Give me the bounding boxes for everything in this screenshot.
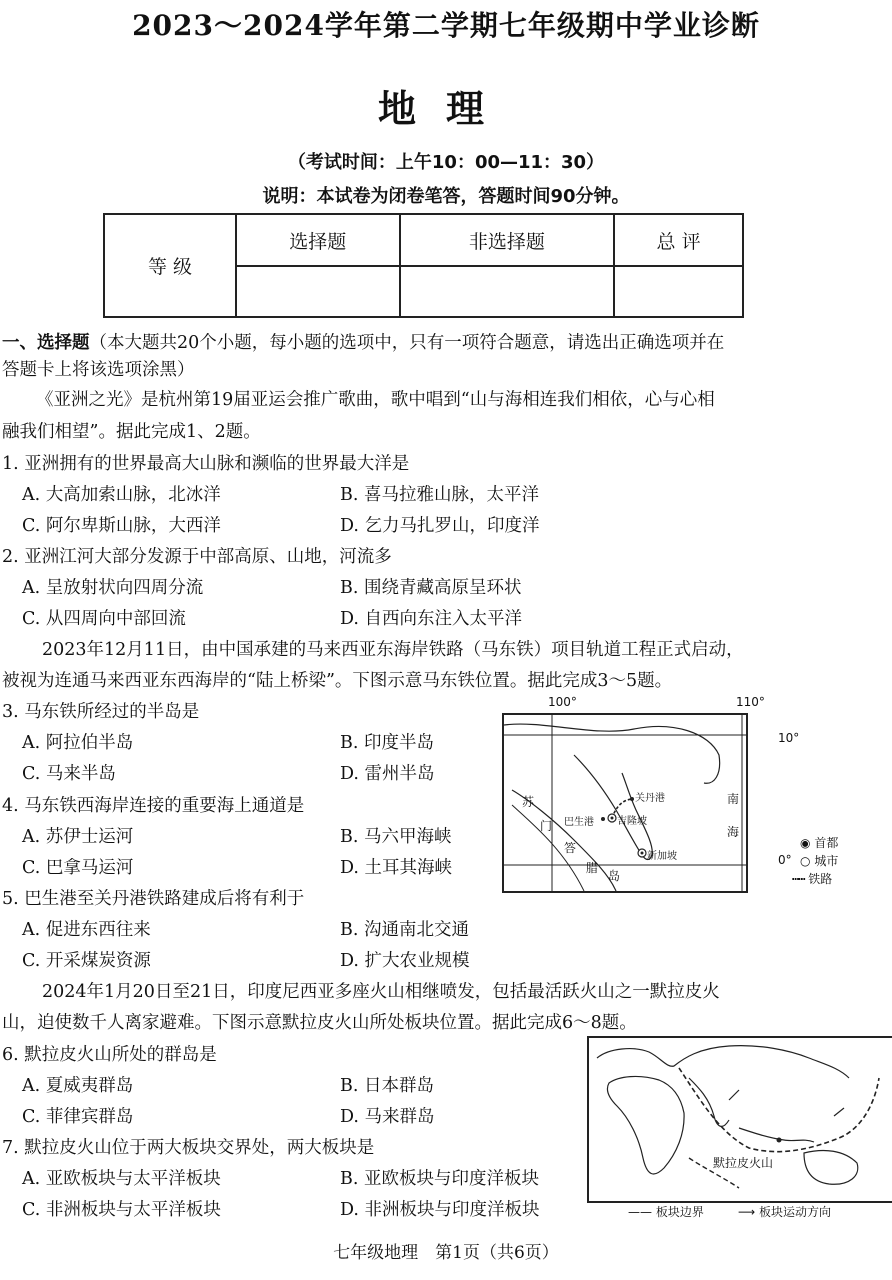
boundary-line-icon: ——	[628, 1205, 652, 1219]
map2-motion-arrow-2	[834, 1108, 844, 1116]
q2-option-b[interactable]: B. 围绕青藏高原呈环状	[340, 578, 522, 598]
map1-legend-city: ○ 城市	[800, 854, 839, 868]
q6-option-d[interactable]: D. 马来群岛	[340, 1107, 435, 1127]
q5-option-a[interactable]: A. 促进东西往来	[22, 920, 151, 940]
capital-symbol-icon: ◉	[800, 836, 811, 850]
subject-title: 地理	[377, 86, 514, 131]
map1-lat-10: 10°	[778, 731, 800, 745]
map2-motion-arrow-1	[729, 1090, 739, 1100]
q6-option-a[interactable]: A. 夏威夷群岛	[22, 1076, 134, 1096]
map2-australia	[804, 1150, 858, 1184]
map1-island-4: 腊	[586, 861, 599, 875]
grade-row-label: 等 级	[104, 214, 236, 317]
grade-cell-choice[interactable]	[236, 266, 400, 317]
section1-heading: 一、选择题	[2, 333, 90, 353]
question-5-stem: 5. 巴生港至关丹港铁路建成后将有利于	[2, 889, 305, 909]
map2-svg	[589, 1038, 892, 1201]
map2-indonesia-arc	[739, 1128, 814, 1142]
q2-option-d[interactable]: D. 自西向东注入太平洋	[340, 609, 523, 629]
map1-sea-1: 南	[727, 792, 740, 806]
grade-table	[103, 213, 744, 318]
map1-singapore-dot	[641, 852, 644, 855]
exam-note: 说明：本试卷为闭卷笔答，答题时间90分钟。	[262, 186, 630, 207]
q1-option-b[interactable]: B. 喜马拉雅山脉，太平洋	[340, 485, 539, 505]
map2-legend-motion: ⟶ 板块运动方向	[738, 1205, 832, 1219]
q4-option-d[interactable]: D. 土耳其海峡	[340, 858, 453, 878]
map2-legend-boundary: —— 板块边界	[628, 1205, 704, 1219]
exam-time: （考试时间：上午10：00—11：30）	[287, 152, 605, 173]
q4-option-c[interactable]: C. 巴拿马运河	[22, 858, 134, 878]
city-symbol-icon: ○	[800, 854, 811, 868]
arrow-right-icon: ⟶	[738, 1205, 756, 1219]
question-3-stem: 3. 马东铁所经过的半岛是	[2, 702, 200, 722]
map1-lat-0: 0°	[778, 853, 792, 867]
q5-option-c[interactable]: C. 开采煤炭资源	[22, 951, 151, 971]
grade-col-total: 总 评	[614, 214, 743, 266]
q3-option-d[interactable]: D. 雷州半岛	[340, 764, 435, 784]
grade-col-choice: 选择题	[236, 214, 400, 266]
question-2-stem: 2. 亚洲江河大部分发源于中部高原、山地，河流多	[2, 547, 392, 567]
question-6-stem: 6. 默拉皮火山所处的群岛是	[2, 1045, 217, 1065]
malaysia-railway-map	[502, 713, 748, 893]
q5-option-b[interactable]: B. 沟通南北交通	[340, 920, 469, 940]
passage3-line1: 2024年1月20日至21日，印度尼西亚多座火山相继喷发，包括最活跃火山之一默拉皮火	[42, 982, 720, 1002]
q2-option-a[interactable]: A. 呈放射状向四周分流	[22, 578, 204, 598]
passage3-line2: 山，迫使数千人离家避难。下图示意默拉皮火山所处板块位置。据此完成6～8题。	[2, 1013, 637, 1033]
railway-symbol-icon: ┅┅	[792, 872, 805, 886]
map1-klang-label: 巴生港	[564, 817, 594, 828]
map1-island-1: 苏	[522, 795, 535, 809]
q7-option-d[interactable]: D. 非洲板块与印度洋板块	[340, 1200, 540, 1220]
map1-indochina-coast	[504, 724, 720, 783]
map1-malay-peninsula	[574, 755, 652, 860]
map2-volcano-marker	[777, 1138, 782, 1143]
section1-intro: 一、选择题（本大题共20个小题，每小题的选项中，只有一项符合题意，请选出正确选项并在	[2, 333, 725, 353]
map1-island-3: 答	[564, 841, 577, 855]
q7-option-b[interactable]: B. 亚欧板块与印度洋板块	[340, 1169, 539, 1189]
q1-option-a[interactable]: A. 大高加索山脉，北冰洋	[22, 485, 221, 505]
q6-option-b[interactable]: B. 日本群岛	[340, 1076, 434, 1096]
map1-lon-100: 100°	[548, 695, 577, 709]
question-7-stem: 7. 默拉皮火山位于两大板块交界处，两大板块是	[2, 1138, 375, 1158]
map1-singapore-label: 新加坡	[647, 851, 677, 862]
q7-option-c[interactable]: C. 非洲板块与太平洋板块	[22, 1200, 221, 1220]
plate-boundary-map	[587, 1036, 892, 1203]
q4-option-b[interactable]: B. 马六甲海峡	[340, 827, 452, 847]
q5-option-d[interactable]: D. 扩大农业规模	[340, 951, 470, 971]
grade-cell-total[interactable]	[614, 266, 743, 317]
map1-sea-2: 海	[727, 825, 740, 839]
section1-intro-line2: 答题卡上将该选项涂黑）	[2, 360, 195, 380]
map1-kualalumpur-dot	[611, 817, 614, 820]
q7-option-a[interactable]: A. 亚欧板块与太平洋板块	[22, 1169, 221, 1189]
map1-island-2: 门	[540, 819, 553, 833]
map1-kuantan-dot	[630, 797, 634, 801]
grade-cell-nonchoice[interactable]	[400, 266, 615, 317]
map2-africa	[607, 1076, 684, 1174]
page-footer: 七年级地理 第1页（共6页）	[333, 1243, 559, 1263]
q4-option-a[interactable]: A. 苏伊士运河	[22, 827, 134, 847]
q2-option-c[interactable]: C. 从四周向中部回流	[22, 609, 186, 629]
question-1-stem: 1. 亚洲拥有的世界最高大山脉和濒临的世界最大洋是	[2, 454, 410, 474]
map2-eurasia-coast	[597, 1046, 849, 1078]
passage1-line1: 《亚洲之光》是杭州第19届亚运会推广歌曲，歌中唱到“山与海相连我们相依，心与心相	[36, 390, 715, 410]
q1-option-c[interactable]: C. 阿尔卑斯山脉，大西洋	[22, 516, 221, 536]
q3-option-c[interactable]: C. 马来半岛	[22, 764, 116, 784]
map1-kuantan-label: 关丹港	[635, 793, 665, 804]
map1-svg	[504, 715, 746, 891]
passage2-line1: 2023年12月11日，由中国承建的马来西亚东海岸铁路（马东铁）项目轨道工程正式启动，	[42, 640, 744, 660]
q6-option-c[interactable]: C. 菲律宾群岛	[22, 1107, 134, 1127]
grade-col-nonchoice: 非选择题	[400, 214, 615, 266]
map2-arabia-india	[689, 1078, 729, 1126]
q3-option-b[interactable]: B. 印度半岛	[340, 733, 434, 753]
map1-kualalumpur-label: 吉隆坡	[617, 816, 647, 827]
map1-legend-capital: ◉ 首都	[800, 836, 839, 850]
question-4-stem: 4. 马东铁西海岸连接的重要海上通道是	[2, 796, 305, 816]
map1-lon-110: 110°	[736, 695, 765, 709]
map1-island-5: 岛	[608, 869, 621, 883]
passage1-line2: 融我们相望”。据此完成1、2题。	[2, 422, 261, 442]
passage2-line2: 被视为连通马来西亚东西海岸的“陆上桥梁”。下图示意马东铁位置。据此完成3～5题。	[2, 671, 673, 691]
map2-volcano-label: 默拉皮火山	[713, 1156, 774, 1170]
exam-title: 2023～2024学年第二学期七年级期中学业诊断	[132, 9, 760, 42]
map1-klang-dot	[601, 817, 605, 821]
q3-option-a[interactable]: A. 阿拉伯半岛	[22, 733, 134, 753]
map1-legend-railway: ┅┅ 铁路	[792, 872, 833, 886]
q1-option-d[interactable]: D. 乞力马扎罗山，印度洋	[340, 516, 540, 536]
